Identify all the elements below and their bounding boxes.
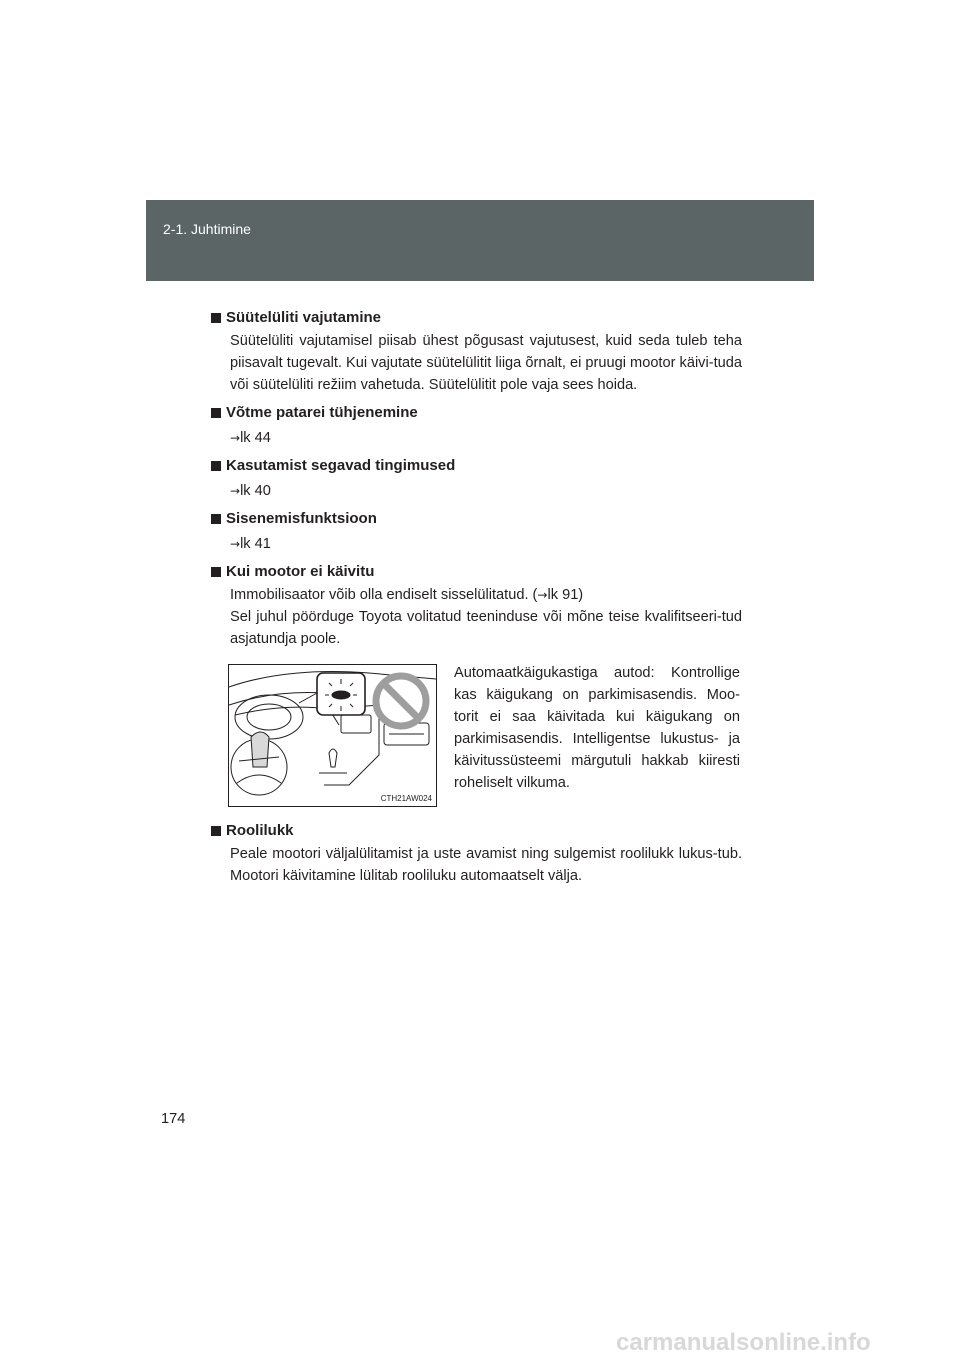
page-reference — [230, 480, 742, 502]
page-ref-link[interactable]: lk 91) — [547, 587, 584, 603]
header-bar — [146, 200, 814, 281]
section-heading — [211, 402, 742, 424]
arrow-right-icon: → — [230, 537, 241, 551]
text-line: Sel juhul pöörduge Toyota volitatud teeninduse või mõne teise kvalifitseeri-tud asjatundja poole. — [230, 609, 742, 647]
heading-text: Roolilukk — [226, 822, 294, 839]
heading-text: Kasutamist segavad tingimused — [226, 457, 456, 474]
arrow-right-icon: → — [537, 588, 548, 602]
bullet-square-icon — [211, 313, 221, 323]
bullet-square-icon — [211, 408, 221, 418]
section-heading — [211, 561, 742, 583]
section-heading — [211, 508, 742, 530]
bullet-square-icon — [211, 826, 221, 836]
page-ref-link[interactable]: lk 41 — [240, 536, 271, 552]
dashboard-shift-lever-illustration — [229, 665, 436, 806]
page-ref-link[interactable]: lk 44 — [240, 430, 271, 446]
bullet-square-icon — [211, 514, 221, 524]
text-line: Immobilisaator võib olla endiselt sisselülitatud. ( — [230, 587, 538, 603]
arrow-right-icon: → — [230, 484, 241, 498]
section-text — [230, 584, 742, 650]
heading-text: Kui mootor ei käivitu — [226, 563, 375, 580]
section-text: Süütelüliti vajutamisel piisab ühest põgusast vajutusest, kuid seda tuleb teha piisavalt tugevalt. Kui vajutate süütelülitit liiga õrnalt, ei pruugi mootor käivi-tuda või süütelüliti režiim vahetuda. Süütelülitit pole vaja sees hoida. — [230, 333, 742, 393]
prohibition-icon — [376, 676, 426, 726]
heading-text: Süütelüliti vajutamine — [226, 309, 382, 326]
arrow-right-icon: → — [230, 431, 241, 445]
figure-code: CTH21AW024 — [380, 794, 432, 803]
section-heading — [211, 307, 742, 329]
bullet-square-icon — [211, 461, 221, 471]
content — [211, 307, 742, 887]
page-number: 174 — [161, 1111, 186, 1127]
page-reference — [230, 427, 742, 449]
figure-caption: Automaatkäigukastiga autod: Kontrollige kas käigukang on parkimisasendis. Moo-torit ei saa käivitada kui käigukang on parkimisasendis. Intelligentse lukustus- ja käivitussüsteemi märgutuli hakkab kiiresti roheliselt vilkuma. — [454, 665, 740, 791]
page-reference — [230, 533, 742, 555]
section-text: Peale mootori väljalülitamist ja uste avamist ning sulgemist roolilukk lukus-tub. Mootori käivitamine lülitab rooliluku automaatselt välja. — [230, 846, 742, 884]
heading-text: Sisenemisfunktsioon — [226, 510, 377, 527]
svg-text:carmanualsonline.info: carmanualsonline.info — [616, 1329, 871, 1356]
section-title: 2-1. Juhtimine — [163, 221, 251, 237]
page-ref-link[interactable]: lk 40 — [240, 483, 271, 499]
heading-text: Võtme patarei tühjenemine — [226, 404, 418, 421]
watermark-logo — [616, 1328, 946, 1358]
section-heading — [211, 455, 742, 477]
illustration-frame — [228, 664, 437, 807]
bullet-square-icon — [211, 567, 221, 577]
section-heading — [211, 820, 742, 842]
figure-row — [211, 664, 742, 814]
